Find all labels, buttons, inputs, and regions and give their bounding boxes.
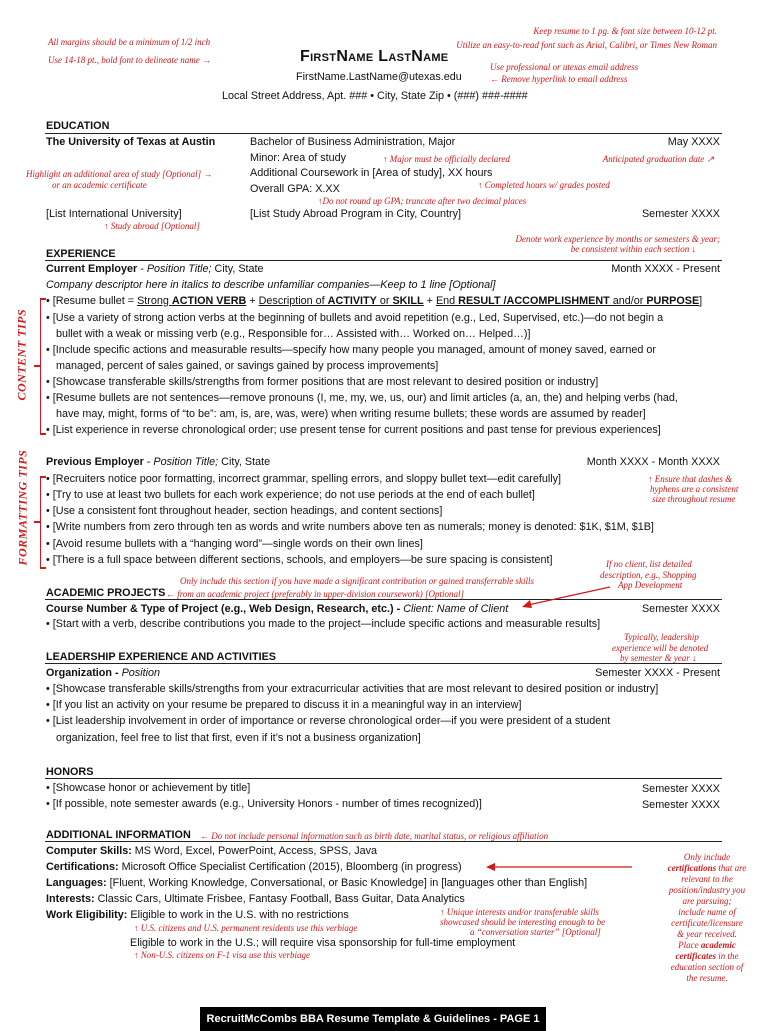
section-heading-academic: ACADEMIC PROJECTS <box>46 587 166 599</box>
note-certificate: or an academic certificate <box>52 180 147 190</box>
content-tips-label: CONTENT TIPS <box>14 308 29 401</box>
list-item: • [Use a variety of strong action verbs at the beginning of bullets and avoid repetition (e.g., Led, Supervised, etc.)—do not begin a <box>46 312 664 324</box>
section-rule <box>45 663 722 664</box>
organization-dates: Semester XXXX - Present <box>595 667 720 679</box>
note-margins: All margins should be a minimum of 1/2 inch <box>48 37 211 47</box>
current-location: City, State <box>214 263 264 275</box>
list-item: • [Resume bullets are not sentences—remove pronouns (I, me, my, we, us, our) and limit articles (a, an, the) and helping verbs (had, <box>46 392 678 404</box>
section-rule <box>45 841 722 842</box>
note-non-us: ↑ Non-U.S. citizens on F-1 visa use this verbiage <box>134 950 310 960</box>
email-address: FirstName.LastName@utexas.edu <box>296 71 462 83</box>
note-major: ↑ Major must be officially declared <box>383 154 510 164</box>
project-line <box>46 603 508 616</box>
list-item-continuation: organization, feel free to list that first, even if it’s not a business organization] <box>56 732 421 744</box>
computer-skills: Computer Skills: MS Word, Excel, PowerPoint, Access, SPSS, Java <box>46 845 378 857</box>
current-employer-line: Current Employer - Position Title; City, State <box>46 263 264 275</box>
list-item: • [There is a full space between different sections, schools, and employers—be sure spacing is consistent] <box>46 554 553 566</box>
note-no-client-2: description, e.g., Shopping <box>600 570 697 580</box>
organization-line <box>46 667 160 680</box>
work-eligibility: Work Eligibility: Eligible to work in the U.S. with no restrictions <box>46 909 349 921</box>
formatting-tips-label: FORMATTING TIPS <box>15 449 30 566</box>
list-item: • [Include specific actions and measurable results—specify how many people you managed, amount of money saved, earned or <box>46 344 656 356</box>
current-position: Position Title; <box>146 263 212 275</box>
school-name: The University of Texas at Austin <box>46 136 216 148</box>
gpa: Overall GPA: X.XX <box>250 183 340 195</box>
list-item-continuation: managed, percent of sales gained, or savings gained by process improvements] <box>56 360 439 372</box>
section-rule <box>45 599 722 600</box>
list-item: • [Recruiters notice poor formatting, incorrect grammar, spelling errors, and sloppy bullet text—edit carefully] <box>46 473 562 485</box>
note-personal-info: ← Do not include personal information such as birth date, marital status, or religious affiliation <box>200 831 549 841</box>
note-interests-2: showcased should be interesting enough to be <box>440 917 606 927</box>
section-heading-additional: ADDITIONAL INFORMATION <box>46 829 191 841</box>
list-item: • [Avoid resume bullets with a “hanging word”—single words on their own lines] <box>46 538 423 550</box>
note-consistent: be consistent within each section ↓ <box>570 244 696 254</box>
certifications-arrow-icon <box>486 862 634 874</box>
list-item: • [Showcase transferable skills/strengths from your extracurricular activities that are most relevant to desired position or industry] <box>46 683 659 695</box>
list-item: • [Showcase honor or achievement by title] <box>46 782 251 794</box>
note-dashes: ↑ Ensure that dashes & <box>648 474 733 484</box>
previous-position: Position Title; <box>153 456 219 468</box>
study-abroad-date: Semester XXXX <box>641 208 720 220</box>
section-rule <box>45 778 722 779</box>
section-heading-honors: HONORS <box>46 766 94 778</box>
list-item: • [Use a consistent font throughout header, section headings, and content sections] <box>46 505 443 517</box>
list-item: • [Start with a verb, describe contributions you made to the project—include specific actions and measurable results] <box>46 618 601 630</box>
languages: Languages: [Fluent, Working Knowledge, Conversational, or Basic Knowledge] in [languages other than English] <box>46 877 588 889</box>
content-tips-brace <box>40 298 41 434</box>
previous-location: City, State <box>221 456 271 468</box>
list-item: • [List experience in reverse chronological order; use present tense for current positions and past tense for previous experiences] <box>46 424 661 436</box>
footer-banner: RecruitMcCombs BBA Resume Template & Guidelines - PAGE 1 <box>200 1007 546 1031</box>
note-no-client: If no client, list detailed <box>606 559 692 569</box>
note-no-client-3: App Development <box>618 580 683 590</box>
note-interests-3: a “conversation starter” [Optional] <box>470 927 601 937</box>
note-academic-from: ← from an academic project (preferably in upper-division coursework) [Optional] <box>166 589 465 599</box>
study-abroad-program: [List Study Abroad Program in City, Country] <box>250 208 462 220</box>
note-email-pro: Use professional or utexas email address <box>490 62 639 72</box>
section-heading-experience: EXPERIENCE <box>46 248 116 260</box>
note-name-font: Use 14-18 pt., bold font to delineate name → <box>48 55 211 65</box>
previous-employer: Previous Employer <box>46 456 144 468</box>
previous-dates: Month XXXX - Month XXXX <box>586 456 720 468</box>
note-hyperlink: ← Remove hyperlink to email address <box>490 74 628 84</box>
note-leadership-3: by semester & year ↓ <box>620 653 697 663</box>
note-us-citizens: ↑ U.S. citizens and U.S. permanent residents use this verbiage <box>134 923 358 933</box>
honor-date: Semester XXXX <box>641 799 720 811</box>
note-additional-area: Highlight an additional area of study [Optional] → <box>26 169 213 179</box>
honor-date: Semester XXXX <box>641 783 720 795</box>
note-font-face: Utilize an easy-to-read font such as Arial, Calibri, or Times New Roman <box>456 40 717 50</box>
interests: Interests: Classic Cars, Ultimate Frisbee, Fantasy Football, Bass Guitar, Data Analytics <box>46 893 465 905</box>
list-item: • [If you list an activity on your resume be prepared to discuss it in a meaningful way in an interview] <box>46 699 522 711</box>
note-dashes-2: hyphens are a consistent <box>650 484 739 494</box>
project-title: Course Number & Type of Project (e.g., Web Design, Research, etc.) - <box>46 603 401 615</box>
section-rule <box>45 260 722 261</box>
list-item: • [Try to use at least two bullets for each work experience; do not use periods at the end of each bullet] <box>46 489 535 501</box>
list-item-continuation: bullet with a weak or missing verb (e.g., Responsible for… Assisted with… Worked on… Helped…)] <box>56 328 531 340</box>
organization-position: Position <box>121 667 161 679</box>
project-date: Semester XXXX <box>641 603 720 615</box>
client-arrow-icon <box>520 585 612 611</box>
international-school: [List International University] <box>46 208 182 220</box>
section-heading-leadership: LEADERSHIP EXPERIENCE AND ACTIVITIES <box>46 651 276 663</box>
work-eligibility-visa: Eligible to work in the U.S.; will require visa sponsorship for full-time employment <box>130 937 516 949</box>
note-certifications: Only include certifications that are relevant to the position/industry you are pursuing; include name of certificate/licensure & year received. Place academic certificates in the education section of the resume. <box>667 852 747 983</box>
note-denote-work: Denote work experience by months or semesters & year; <box>515 234 720 244</box>
street-address: Local Street Address, Apt. ### • City, State Zip • (###) ###-#### <box>222 90 528 102</box>
minor: Minor: Area of study <box>250 152 347 164</box>
note-leadership: Typically, leadership <box>624 632 699 642</box>
degree: Bachelor of Business Administration, Major <box>250 136 456 148</box>
certifications: Certifications: Microsoft Office Specialist Certification (2015), Bloomberg (in progress) <box>46 861 462 873</box>
note-grad-date: Anticipated graduation date ↗ <box>602 154 714 164</box>
list-item: • [List leadership involvement in order of importance or reverse chronological order—if you were president of a student <box>46 715 611 727</box>
note-interests: ↑ Unique interests and/or transferable skills <box>440 907 599 917</box>
list-item: • [If possible, note semester awards (e.g., University Honors - number of times recognized)] <box>46 798 482 810</box>
formatting-tips-brace <box>40 476 41 568</box>
current-employer: Current Employer <box>46 263 138 275</box>
previous-employer-line: Previous Employer - Position Title; City, State <box>46 456 271 468</box>
list-item: • [Showcase transferable skills/strengths from former positions that are most relevant to desired position or industry] <box>46 376 599 388</box>
note-study-abroad: ↑ Study abroad [Optional] <box>104 221 200 231</box>
list-item-continuation: have may, might, forms of “to be”: am, is, are, was, were) when writing resume bullets; these words are assumed by reader] <box>56 408 646 420</box>
section-heading-education: EDUCATION <box>46 120 110 132</box>
company-descriptor: Company descriptor here in italics to describe unfamiliar companies—Keep to 1 line [Optional] <box>46 279 496 291</box>
note-length: Keep resume to 1 pg. & font size between 10-12 pt. <box>533 26 717 36</box>
project-client: Client: Name of Client <box>403 603 509 615</box>
note-leadership-2: experience will be denoted <box>612 643 709 653</box>
organization: Organization - <box>46 667 119 679</box>
note-academic-only: Only include this section if you have made a significant contribution or gained transferrable skills <box>180 576 534 586</box>
list-item: • [Write numbers from zero through ten as words and write numbers above ten as numerals; money is denoted: $1K, $1M, $1B] <box>46 521 654 533</box>
candidate-name: FirstName LastName <box>300 48 449 65</box>
current-dates: Month XXXX - Present <box>611 263 720 275</box>
graduation-date: May XXXX <box>667 136 720 148</box>
list-item: • [Resume bullet = Strong ACTION VERB + Description of ACTIVITY or SKILL + End RESULT /ACCOMPLISHMENT and/or PURPOSE] <box>46 295 703 307</box>
note-dashes-3: size throughout resume <box>652 494 736 504</box>
note-completed-hours: ↑ Completed hours w/ grades posted <box>478 180 610 190</box>
note-gpa: ↑Do not round up GPA; truncate after two decimal places <box>318 196 527 206</box>
section-rule <box>45 133 722 134</box>
additional-coursework: Additional Coursework in [Area of study], XX hours <box>250 167 493 179</box>
